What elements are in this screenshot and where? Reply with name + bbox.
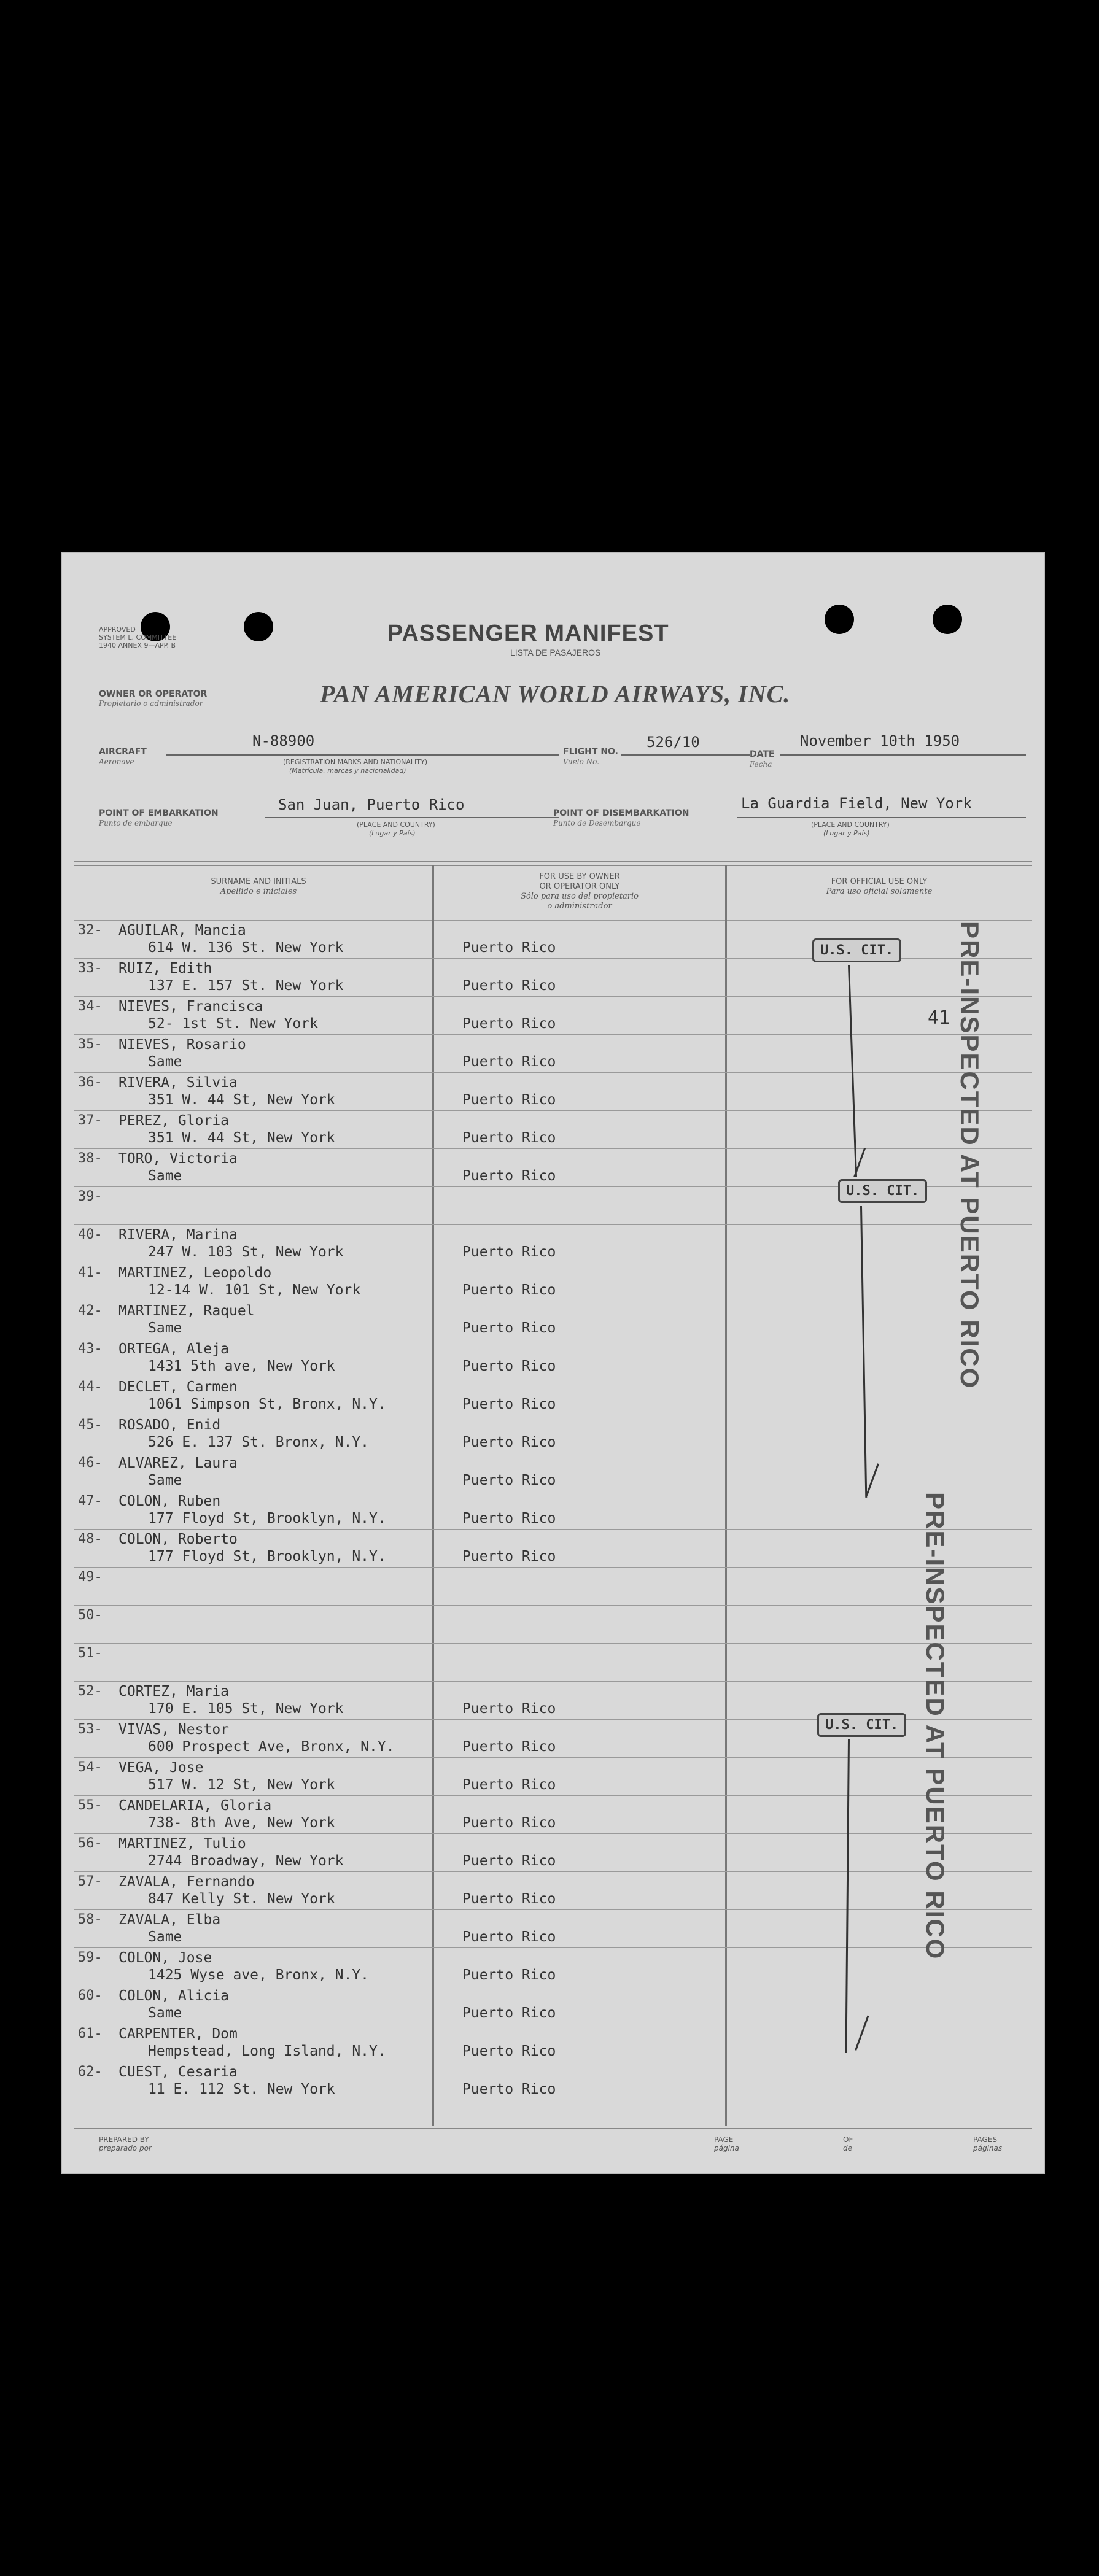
disembark-label-es: Punto de Desembarque xyxy=(553,819,641,827)
owner-operator-note: Puerto Rico xyxy=(462,1701,556,1717)
flight-value: 526/10 xyxy=(647,733,700,751)
passenger-name: MARTINEZ, Tulio xyxy=(118,1836,246,1852)
owner-operator-note: Puerto Rico xyxy=(462,1777,556,1793)
us-citizen-stamp: U.S. CIT. xyxy=(838,1179,927,1203)
row-number: 40- xyxy=(78,1227,103,1242)
row-number: 36- xyxy=(78,1075,103,1090)
row-rule xyxy=(74,1529,1032,1530)
passenger-address: 177 Floyd St, Brooklyn, N.Y. xyxy=(148,1549,386,1565)
passenger-address: 170 E. 105 St, New York xyxy=(148,1701,344,1717)
row-rule xyxy=(74,1795,1032,1796)
table-row xyxy=(62,2025,1044,2063)
passenger-name: AGUILAR, Mancia xyxy=(118,922,246,938)
row-rule xyxy=(74,1034,1032,1035)
aircraft-note-es: (Matrícula, marcas y nacionalidad) xyxy=(289,767,406,775)
underline xyxy=(780,754,1026,756)
passenger-name: NIEVES, Rosario xyxy=(118,1037,246,1053)
passenger-name: CUEST, Cesaria xyxy=(118,2064,238,2080)
passenger-address: 1425 Wyse ave, Bronx, N.Y. xyxy=(148,1967,370,1983)
col-owner-title-es: Sólo para uso del propietario o administrador xyxy=(520,892,639,911)
owner-operator-note: Puerto Rico xyxy=(462,1396,556,1412)
passenger-address: 12-14 W. 101 St, New York xyxy=(148,1282,361,1298)
row-number: 35- xyxy=(78,1037,103,1052)
of-text-es: de xyxy=(843,2144,852,2152)
row-rule xyxy=(74,1605,1032,1606)
col-name-title: SURNAME AND INITIALS xyxy=(211,877,306,886)
aircraft-label: AIRCRAFT xyxy=(99,747,147,757)
row-number: 57- xyxy=(78,1874,103,1889)
owner-operator-note: Puerto Rico xyxy=(462,1549,556,1565)
owner-operator-note: Puerto Rico xyxy=(462,1130,556,1146)
underline xyxy=(737,817,1026,818)
passenger-address: 137 E. 157 St. New York xyxy=(148,978,344,994)
owner-operator-note: Puerto Rico xyxy=(462,2043,556,2059)
passenger-name: ORTEGA, Aleja xyxy=(118,1341,230,1357)
table-row xyxy=(62,1035,1044,1073)
passenger-address: Hempstead, Long Island, N.Y. xyxy=(148,2043,386,2059)
owner-operator-note: Puerto Rico xyxy=(462,1510,556,1526)
owner-operator-note: Puerto Rico xyxy=(462,1967,556,1983)
prepared-by-text-es: preparado por xyxy=(99,2144,152,2152)
table-row xyxy=(62,1873,1044,1911)
table-row xyxy=(62,1454,1044,1492)
pages-text: PAGES xyxy=(973,2135,997,2144)
passenger-name: MARTINEZ, Leopoldo xyxy=(118,1265,272,1281)
owner-operator-note: Puerto Rico xyxy=(462,2005,556,2021)
row-number: 33- xyxy=(78,961,103,976)
passenger-address: 247 W. 103 St, New York xyxy=(148,1244,344,1260)
row-number: 56- xyxy=(78,1836,103,1851)
row-rule xyxy=(74,996,1032,997)
row-number: 37- xyxy=(78,1113,103,1128)
pre-inspected-stamp: PRE-INSPECTED AT PUERTO RICO xyxy=(921,1492,950,1960)
row-number: 34- xyxy=(78,999,103,1014)
passenger-address: 177 Floyd St, Brooklyn, N.Y. xyxy=(148,1510,386,1526)
row-number: 59- xyxy=(78,1950,103,1965)
col-name-header xyxy=(87,877,430,897)
passenger-name: MARTINEZ, Raquel xyxy=(118,1303,255,1319)
row-rule xyxy=(74,1909,1032,1910)
table-row xyxy=(62,1797,1044,1835)
owner-operator-note: Puerto Rico xyxy=(462,1320,556,1336)
row-rule xyxy=(74,1224,1032,1225)
disembark-value: La Guardia Field, New York xyxy=(741,795,972,812)
passenger-address: Same xyxy=(148,2005,182,2021)
table-row xyxy=(62,1758,1044,1797)
page-text: PAGE xyxy=(714,2135,734,2144)
passenger-name: DECLET, Carmen xyxy=(118,1379,238,1395)
row-number: 32- xyxy=(78,922,103,938)
passenger-name: NIEVES, Francisca xyxy=(118,999,263,1015)
passenger-name: RUIZ, Edith xyxy=(118,961,212,977)
form-title-es: LISTA DE PASAJEROS xyxy=(510,648,601,657)
passenger-address: 517 W. 12 St, New York xyxy=(148,1777,335,1793)
table-row xyxy=(62,1949,1044,1987)
row-rule xyxy=(74,1757,1032,1758)
passenger-address: 351 W. 44 St, New York xyxy=(148,1130,335,1146)
us-citizen-stamp: U.S. CIT. xyxy=(812,938,901,962)
owner-operator-note: Puerto Rico xyxy=(462,1282,556,1298)
passenger-address: 738- 8th Ave, New York xyxy=(148,1815,335,1831)
row-number: 45- xyxy=(78,1417,103,1433)
owner-operator-note: Puerto Rico xyxy=(462,1929,556,1945)
col-name-title-es: Apellido e iniciales xyxy=(220,887,297,896)
table-row xyxy=(62,1112,1044,1150)
row-rule xyxy=(74,1681,1032,1682)
owner-operator-note: Puerto Rico xyxy=(462,978,556,994)
owner-operator-note: Puerto Rico xyxy=(462,1739,556,1755)
passenger-name: ZAVALA, Fernando xyxy=(118,1874,255,1890)
row-number: 58- xyxy=(78,1912,103,1927)
owner-operator-note: Puerto Rico xyxy=(462,1472,556,1488)
table-row xyxy=(62,1835,1044,1873)
passenger-name: COLON, Alicia xyxy=(118,1988,230,2004)
row-rule xyxy=(74,1947,1032,1948)
passenger-name: RIVERA, Silvia xyxy=(118,1075,238,1091)
row-rule xyxy=(74,1110,1032,1111)
row-number: 47- xyxy=(78,1493,103,1509)
table-row xyxy=(62,1492,1044,1530)
row-rule xyxy=(74,1148,1032,1149)
passenger-address: Same xyxy=(148,1929,182,1945)
row-number: 42- xyxy=(78,1303,103,1318)
count-annotation: 41 xyxy=(928,1007,950,1029)
table-row xyxy=(62,1606,1044,1644)
pages-label xyxy=(973,2135,1002,2152)
underline xyxy=(166,754,559,756)
airline-name: PAN AMERICAN WORLD AIRWAYS, INC. xyxy=(320,680,791,708)
flight-label-es: Vuelo No. xyxy=(563,757,599,766)
date-label-es: Fecha xyxy=(750,760,772,768)
row-number: 46- xyxy=(78,1455,103,1471)
owner-operator-note: Puerto Rico xyxy=(462,1815,556,1831)
passenger-address: Same xyxy=(148,1320,182,1336)
embark-label-es: Punto de embarque xyxy=(99,819,173,827)
form-title: PASSENGER MANIFEST xyxy=(387,621,669,646)
punch-hole xyxy=(933,605,962,634)
prepared-by-text: PREPARED BY xyxy=(99,2135,149,2144)
row-number: 48- xyxy=(78,1531,103,1547)
passenger-name: ALVAREZ, Laura xyxy=(118,1455,238,1471)
row-number: 39- xyxy=(78,1189,103,1204)
passenger-name: TORO, Victoria xyxy=(118,1151,238,1167)
table-row xyxy=(62,1416,1044,1454)
table-row xyxy=(62,2063,1044,2101)
date-value: November 10th 1950 xyxy=(800,732,960,749)
passenger-name: RIVERA, Marina xyxy=(118,1227,238,1243)
owner-operator-note: Puerto Rico xyxy=(462,1016,556,1032)
embark-value: San Juan, Puerto Rico xyxy=(278,796,465,813)
passenger-name: CANDELARIA, Gloria xyxy=(118,1798,272,1814)
col-official-title-es: Para uso oficial solamente xyxy=(826,887,933,896)
row-number: 41- xyxy=(78,1265,103,1280)
row-number: 38- xyxy=(78,1151,103,1166)
page-label xyxy=(714,2135,739,2152)
table-row xyxy=(62,1378,1044,1416)
table-row xyxy=(62,1911,1044,1949)
passenger-name: COLON, Ruben xyxy=(118,1493,221,1509)
row-rule xyxy=(74,1567,1032,1568)
embark-label: POINT OF EMBARKATION xyxy=(99,808,219,818)
row-number: 50- xyxy=(78,1607,103,1623)
table-row xyxy=(62,1987,1044,2025)
passenger-address: 351 W. 44 St, New York xyxy=(148,1092,335,1108)
owner-operator-note: Puerto Rico xyxy=(462,2081,556,2097)
owner-operator-note: Puerto Rico xyxy=(462,1358,556,1374)
row-number: 54- xyxy=(78,1760,103,1775)
disembark-place-note-es: (Lugar y País) xyxy=(823,829,870,837)
punch-hole xyxy=(244,612,273,641)
owner-label: OWNER OR OPERATOR xyxy=(99,689,208,699)
passenger-address: 11 E. 112 St. New York xyxy=(148,2081,335,2097)
table-top-rule xyxy=(74,861,1032,862)
table-row xyxy=(62,1264,1044,1302)
col-owner-header xyxy=(435,872,724,911)
passenger-name: ROSADO, Enid xyxy=(118,1417,221,1433)
table-row xyxy=(62,1340,1044,1378)
owner-operator-note: Puerto Rico xyxy=(462,1168,556,1184)
passenger-name: CARPENTER, Dom xyxy=(118,2026,238,2042)
footer-rule xyxy=(74,2128,1032,2129)
table-top-rule xyxy=(74,865,1032,866)
owner-operator-note: Puerto Rico xyxy=(462,1853,556,1869)
us-citizen-stamp: U.S. CIT. xyxy=(817,1713,906,1737)
passenger-address: 1431 5th ave, New York xyxy=(148,1358,335,1374)
owner-label-es: Propietario o administrador xyxy=(99,699,203,708)
passenger-name: PEREZ, Gloria xyxy=(118,1113,230,1129)
col-official-header xyxy=(729,877,1030,897)
owner-operator-note: Puerto Rico xyxy=(462,940,556,956)
col-official-title: FOR OFFICIAL USE ONLY xyxy=(831,877,928,886)
row-number: 43- xyxy=(78,1341,103,1356)
owner-operator-note: Puerto Rico xyxy=(462,1092,556,1108)
of-text: OF xyxy=(843,2135,853,2144)
underline xyxy=(265,817,559,818)
of-label xyxy=(843,2135,853,2152)
approval-note: APPROVED SYSTEM L. COMMITTEE 1940 ANNEX 9—APP. B xyxy=(99,625,177,649)
flight-label: FLIGHT NO. xyxy=(563,747,618,757)
embark-place-note-es: (Lugar y País) xyxy=(369,829,416,837)
passenger-address: Same xyxy=(148,1472,182,1488)
disembark-label: POINT OF DISEMBARKATION xyxy=(553,808,689,818)
row-number: 55- xyxy=(78,1798,103,1813)
aircraft-value: N-88900 xyxy=(252,732,315,749)
row-number: 44- xyxy=(78,1379,103,1394)
table-row xyxy=(62,997,1044,1035)
pages-text-es: páginas xyxy=(973,2144,1003,2152)
manifest-sheet xyxy=(61,552,1045,2174)
passenger-address: Same xyxy=(148,1168,182,1184)
row-number: 53- xyxy=(78,1722,103,1737)
owner-operator-note: Puerto Rico xyxy=(462,1891,556,1907)
passenger-name: CORTEZ, Maria xyxy=(118,1684,230,1700)
prepared-by-label xyxy=(99,2135,152,2152)
table-row xyxy=(62,1302,1044,1340)
row-rule xyxy=(74,1833,1032,1834)
passenger-address: 614 W. 136 St. New York xyxy=(148,940,344,956)
punch-hole xyxy=(825,605,854,634)
table-row xyxy=(62,1073,1044,1112)
table-row xyxy=(62,1644,1044,1682)
passenger-address: 526 E. 137 St. Bronx, N.Y. xyxy=(148,1434,370,1450)
passenger-address: 847 Kelly St. New York xyxy=(148,1891,335,1907)
row-number: 60- xyxy=(78,1988,103,2003)
table-row xyxy=(62,1226,1044,1264)
passenger-address: Same xyxy=(148,1054,182,1070)
table-row xyxy=(62,1568,1044,1606)
aircraft-label-es: Aeronave xyxy=(99,757,134,766)
row-number: 61- xyxy=(78,2026,103,2041)
table-row xyxy=(62,959,1044,997)
passenger-address: 2744 Broadway, New York xyxy=(148,1853,344,1869)
page-text-es: página xyxy=(714,2144,739,2152)
owner-operator-note: Puerto Rico xyxy=(462,1434,556,1450)
embark-place-note: (PLACE AND COUNTRY) xyxy=(357,821,435,829)
passenger-name: ZAVALA, Elba xyxy=(118,1912,221,1928)
passenger-name: COLON, Roberto xyxy=(118,1531,238,1547)
pre-inspected-stamp: PRE-INSPECTED AT PUERTO RICO xyxy=(955,921,984,1390)
aircraft-note: (REGISTRATION MARKS AND NATIONALITY) xyxy=(283,758,428,766)
underline xyxy=(621,754,750,756)
passenger-address: 600 Prospect Ave, Bronx, N.Y. xyxy=(148,1739,395,1755)
passenger-name: COLON, Jose xyxy=(118,1950,212,1966)
owner-operator-note: Puerto Rico xyxy=(462,1244,556,1260)
date-label: DATE xyxy=(750,749,775,759)
passenger-name: VIVAS, Nestor xyxy=(118,1722,230,1738)
owner-operator-note: Puerto Rico xyxy=(462,1054,556,1070)
col-owner-title: FOR USE BY OWNER OR OPERATOR ONLY xyxy=(539,872,620,891)
row-rule xyxy=(74,1871,1032,1872)
row-rule xyxy=(74,1072,1032,1073)
table-row xyxy=(62,1530,1044,1568)
row-rule xyxy=(74,1643,1032,1644)
row-number: 51- xyxy=(78,1646,103,1661)
row-number: 52- xyxy=(78,1684,103,1699)
row-number: 62- xyxy=(78,2064,103,2079)
passenger-name: VEGA, Jose xyxy=(118,1760,204,1776)
disembark-place-note: (PLACE AND COUNTRY) xyxy=(811,821,890,829)
row-number: 49- xyxy=(78,1569,103,1585)
passenger-address: 1061 Simpson St, Bronx, N.Y. xyxy=(148,1396,386,1412)
passenger-address: 52- 1st St. New York xyxy=(148,1016,318,1032)
